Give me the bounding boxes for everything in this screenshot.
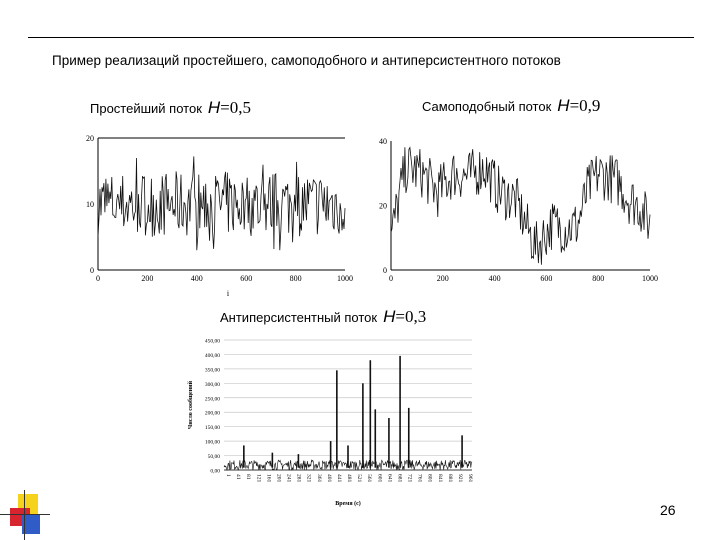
x-tick-label: 921 — [456, 474, 463, 483]
x-tick-label: 200 — [141, 274, 154, 283]
y-tick-label: 100,00 — [204, 439, 220, 446]
y-tick-label: 20 — [379, 201, 387, 211]
y-axis-label: Число сообщений — [188, 380, 194, 430]
x-tick-label: 881 — [446, 474, 453, 483]
selfsimilar-flow-chart — [365, 135, 665, 285]
x-tick-label: 281 — [295, 473, 302, 483]
series-line — [391, 147, 650, 265]
y-tick-label: 0,00 — [210, 468, 220, 475]
x-tick-label: 41 — [235, 473, 242, 480]
x-tick-label: 200 — [436, 274, 449, 283]
antipersistent-flow-chart — [180, 330, 480, 515]
y-tick-label: 10 — [86, 200, 94, 209]
selfsimilar-flow-title — [422, 96, 600, 116]
x-tick-label: 201 — [275, 474, 282, 483]
series-line — [98, 156, 345, 250]
x-tick-label: 1000 — [337, 274, 353, 283]
simple-flow-hurst: H=0,5 — [207, 98, 252, 117]
x-tick-label: 961 — [467, 474, 473, 483]
y-tick-label: 40 — [379, 137, 387, 146]
x-tick-label: 401 — [325, 474, 332, 483]
x-tick-label: 841 — [436, 473, 443, 483]
x-tick-label: 721 — [406, 474, 413, 483]
y-tick-label: 50,00 — [207, 454, 220, 461]
x-tick-label: 800 — [592, 274, 605, 283]
antipersistent-flow-label: Антиперсистентный поток — [220, 310, 378, 325]
x-tick-label: 800 — [289, 274, 302, 283]
page-number: 26 — [660, 502, 676, 518]
x-tick-label: 761 — [416, 473, 423, 483]
x-tick-label: 361 — [315, 473, 322, 483]
x-axis-label: i — [226, 289, 230, 298]
x-tick-label: 161 — [265, 474, 272, 483]
simple-flow-title — [90, 98, 251, 118]
y-tick-label: 300,00 — [204, 381, 220, 388]
selfsimilar-flow-label: Самоподобный поток — [422, 99, 552, 114]
x-tick-label: 241 — [285, 474, 292, 483]
antipersistent-flow-title — [220, 307, 426, 327]
x-tick-label: 321 — [305, 473, 312, 483]
y-tick-label: 0 — [383, 266, 387, 275]
simple-flow-chart — [80, 130, 370, 300]
x-tick-label: 441 — [335, 474, 342, 483]
y-tick-label: 450,00 — [204, 338, 220, 345]
x-tick-label: 681 — [396, 474, 403, 483]
y-tick-label: 0 — [90, 266, 94, 275]
x-tick-label: 641 — [386, 474, 393, 483]
corner-decoration — [0, 490, 50, 540]
simple-flow-label: Простейший поток — [90, 101, 202, 116]
x-tick-label: 481 — [346, 474, 352, 483]
antipersistent-flow-hurst: H=0,3 — [383, 307, 427, 326]
y-tick-label: 200,00 — [204, 410, 220, 417]
y-tick-label: 150,00 — [204, 425, 220, 432]
x-tick-label: 400 — [488, 274, 501, 283]
x-tick-label: 600 — [540, 274, 553, 283]
x-tick-label: 81 — [245, 473, 252, 480]
x-tick-label: 521 — [356, 473, 363, 483]
y-tick-label: 250,00 — [204, 396, 220, 403]
x-tick-label: 601 — [376, 473, 383, 483]
x-tick-label: 1 — [225, 474, 231, 477]
x-axis-label: Время (с) — [335, 501, 361, 507]
x-tick-label: 0 — [96, 274, 100, 283]
vertical-line — [24, 490, 25, 540]
title-rule — [28, 37, 694, 38]
x-tick-label: 600 — [240, 274, 253, 283]
x-tick-label: 121 — [255, 473, 262, 483]
x-tick-label: 400 — [190, 274, 203, 283]
slide-title: Пример реализаций простейшего, самоподобного и антиперсистентного потоков — [52, 53, 561, 68]
y-tick-label: 20 — [86, 134, 94, 143]
x-tick-label: 561 — [366, 473, 373, 483]
x-tick-label: 1000 — [642, 274, 658, 283]
horizontal-line — [0, 514, 50, 515]
x-tick-label: 801 — [426, 473, 433, 483]
y-tick-label: 350,00 — [204, 367, 220, 374]
y-tick-label: 400,00 — [204, 352, 220, 359]
selfsimilar-flow-hurst: H=0,9 — [557, 96, 601, 115]
x-tick-label: 0 — [389, 274, 393, 283]
